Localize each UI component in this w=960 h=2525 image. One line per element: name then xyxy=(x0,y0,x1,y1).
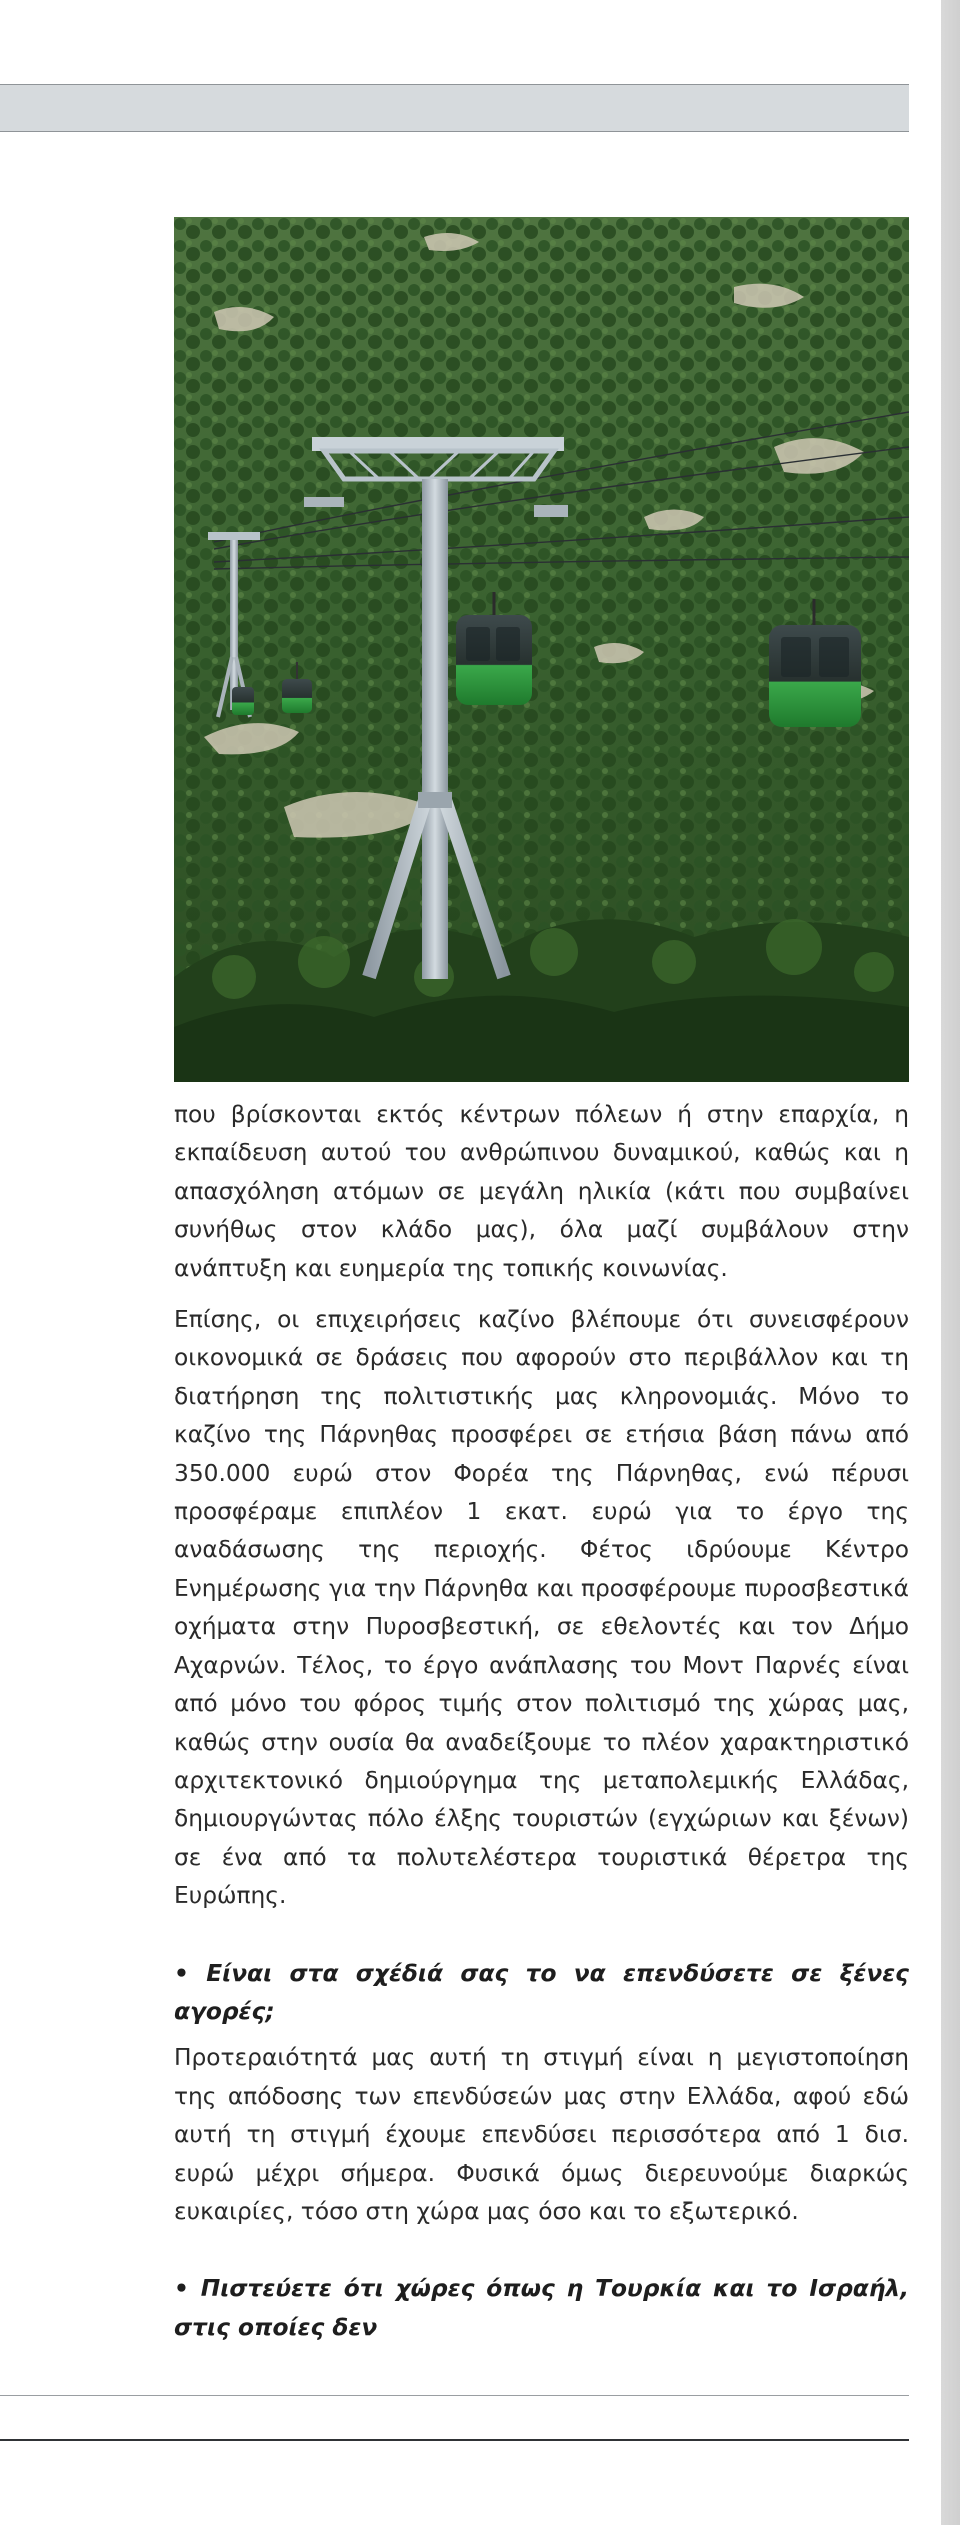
interview-question: • Πιστεύετε ότι χώρες όπως η Τουρκία και το Ισραήλ, στις οποίες δεν xyxy=(174,2275,909,2341)
interview-question: • Είναι στα σχέδιά σας το να επενδύσετε σε ξένες αγορές; xyxy=(174,1959,909,2025)
paragraph: Επίσης, οι επιχειρήσεις καζίνο βλέπουμε ότι συνεισφέρουν οικονομικά σε δράσεις που αφορούν στο περιβάλλον και τη διατήρηση της πολιτιστικής μας κληρονομιάς. Μόνο το καζίνο της Πάρνηθας προσφέρει σε ετήσια βάση πάνω από 350.000 ευρώ στον Φορέα της Πάρνηθας, ενώ πέρυσι προσφέραμε επιπλέον 1 εκατ. ευρώ για το έργο της αναδάσωσης της περιοχής. Φέτος ιδρύουμε Κέντρο Ενημέρωσης για την Πάρνηθα και προσφέρουμε πυροσβεστικά οχήματα στην Πυροσβεστική, σε εθελοντές και τον Δήμο Αχαρνών. Τέλος, το έργο ανάπλασης του Μοντ Παρνές είναι από μόνο του φόρος τιμής στον πολιτισμό της χώρας μας, καθώς στην ουσία θα αναδείξουμε το πλέον χαρακτηριστικό αρχιτεκτονικό δημιούργημα της μεταπολεμικής Ελλάδας, δημιουργώντας πόλο έλξης τουριστών (εγχώριων και ξένων) σε ένα από τα πολυτελέστερα τουριστικά θέρετρα της Ευρώπης. xyxy=(174,1306,909,1910)
paragraph: Προτεραιότητά μας αυτή τη στιγμή είναι η μεγιστοποίηση της απόδοσης των επενδύσεών μας στην Ελλάδα, αφού εδώ αυτή τη στιγμή έχουμε επενδύσει περισσότερα από 1 δισ. ευρώ μέχρι σήμερα. Φυσικά όμως διερευνούμε διαρκώς ευκαιρίες, τόσο στη χώρα μας όσο και το εξωτερικό. xyxy=(174,2044,909,2225)
footer-rule-bottom xyxy=(0,2439,909,2441)
header-band xyxy=(0,84,909,132)
footer-rule-top xyxy=(0,2395,909,2396)
foreground-trees xyxy=(174,919,909,1082)
page-edge-strip xyxy=(941,0,960,2525)
cable-car-illustration xyxy=(174,217,909,1082)
article-body xyxy=(174,1096,909,2355)
paragraph: που βρίσκονται εκτός κέντρων πόλεων ή στην επαρχία, η εκπαίδευση αυτού του ανθρώπινου δυναμικού, καθώς και η απασχόληση ατόμων σε μεγάλη ηλικία (κάτι που συμβαίνει συνήθως στον κλάδο μας), όλα μαζί συμβάλουν στην ανάπτυξη και ευημερία της τοπικής κοινωνίας. xyxy=(174,1101,909,1282)
cable-car-photo xyxy=(174,217,909,1082)
